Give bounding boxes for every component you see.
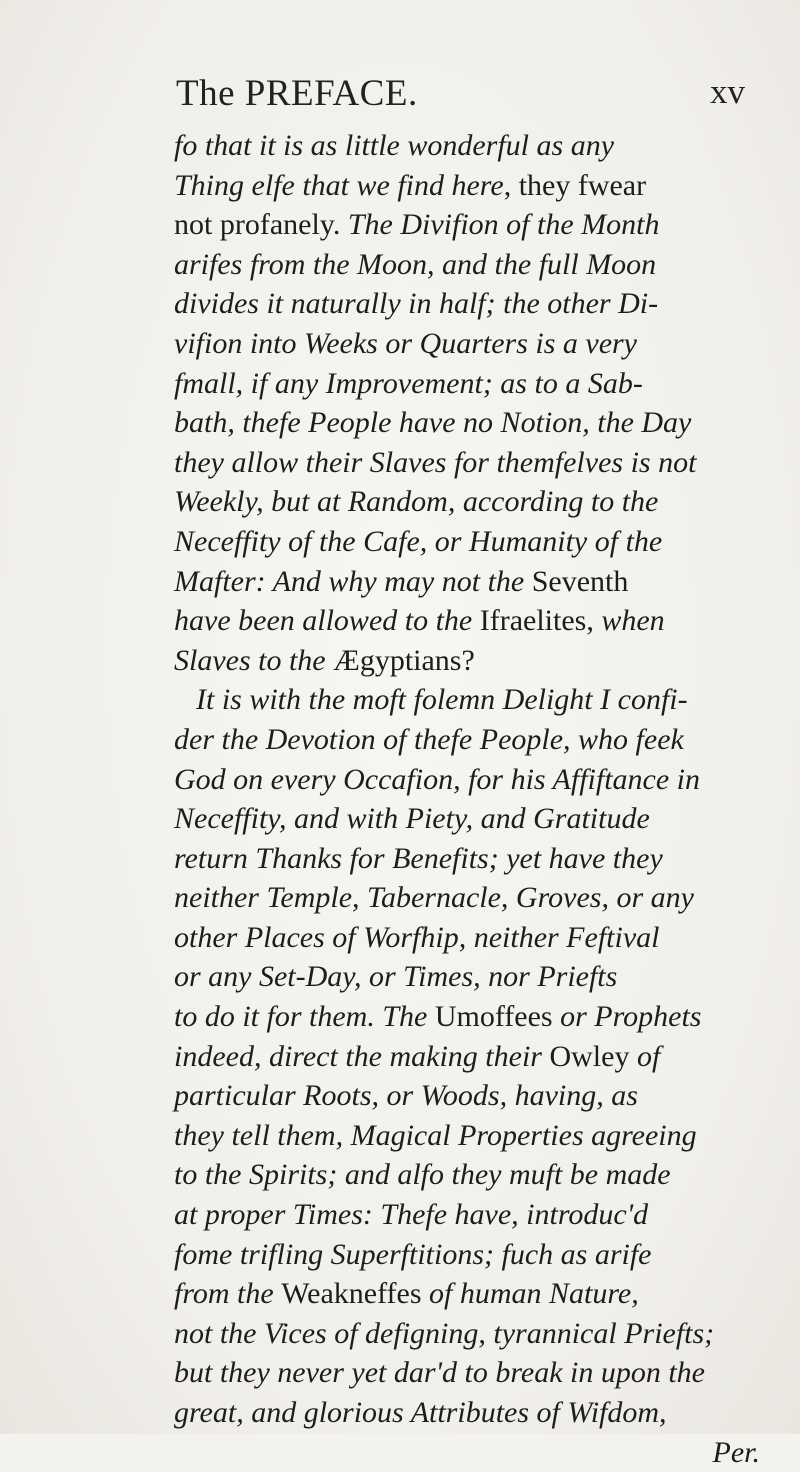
text-segment: fome trifling Superftitions; fuch as arife bbox=[174, 1237, 652, 1271]
text-segment: great, and glorious Attributes of Wifdom, bbox=[174, 1396, 667, 1429]
text-segment: fo that it is as little wonderful as any bbox=[174, 129, 615, 162]
text-line bbox=[174, 1433, 774, 1472]
text-segment: of bbox=[629, 1039, 661, 1073]
text-segment: bath, thefe People have no Notion, the Day bbox=[174, 406, 692, 440]
text-line bbox=[174, 839, 774, 879]
text-line bbox=[174, 1235, 774, 1275]
text-line bbox=[174, 641, 774, 681]
text-segment: divides it naturally in half; the other Di- bbox=[174, 287, 659, 321]
text-segment: Slaves to the bbox=[174, 643, 334, 677]
text-line bbox=[174, 482, 774, 522]
text-line bbox=[174, 562, 774, 602]
text-segment: neither Temple, Tabernacle, Groves, or any bbox=[174, 881, 694, 915]
text-line bbox=[174, 1195, 774, 1235]
text-line bbox=[174, 680, 774, 720]
text-segment: they tell them, Magical Properties agreeing bbox=[174, 1118, 697, 1152]
text-segment: of human Nature, bbox=[421, 1277, 639, 1311]
text-segment: they allow their Slaves for themfelves is not bbox=[174, 445, 697, 479]
page-number: xv bbox=[710, 72, 745, 111]
running-title: The PREFACE. bbox=[176, 73, 418, 114]
text-line bbox=[174, 1353, 774, 1393]
text-segment: or any Set-Day, or Times, nor Priefts bbox=[174, 960, 618, 994]
text-segment: Ægyptians? bbox=[333, 643, 475, 677]
text-segment: to the Spirits; and alfo they muft be made bbox=[174, 1158, 671, 1192]
text-segment: der the Devotion of thefe People, who feek bbox=[174, 722, 684, 756]
text-segment: vifion into Weeks or Quarters is a very bbox=[174, 326, 637, 360]
text-segment: Mafter: And why may not the bbox=[174, 564, 532, 598]
text-line bbox=[174, 443, 774, 483]
text-line bbox=[174, 878, 774, 918]
text-line bbox=[174, 126, 774, 166]
text-line bbox=[174, 522, 774, 562]
text-segment: to do it for them. The bbox=[174, 1000, 435, 1034]
text-line bbox=[174, 1076, 774, 1116]
text-segment: Owley bbox=[549, 1039, 630, 1073]
text-line bbox=[174, 1393, 774, 1433]
text-segment: from the bbox=[174, 1277, 282, 1311]
text-segment: but they never yet dar'd to break in upon the bbox=[174, 1356, 705, 1390]
text-segment: have been allowed to the bbox=[174, 604, 480, 638]
text-segment: particular Roots, or Woods, having, as bbox=[174, 1079, 638, 1113]
text-line bbox=[174, 957, 774, 997]
text-line bbox=[174, 245, 774, 285]
text-line bbox=[174, 1037, 774, 1077]
text-line bbox=[174, 1314, 774, 1354]
text-segment: at proper Times: Thefe have, introduc'd bbox=[174, 1198, 649, 1232]
text-line bbox=[174, 720, 774, 760]
text-segment: , they fwear bbox=[503, 168, 647, 202]
text-segment: Weekly, but at Random, according to the bbox=[174, 485, 659, 519]
running-header bbox=[176, 72, 796, 118]
text-line bbox=[174, 601, 774, 641]
text-segment: or Prophets bbox=[552, 1000, 702, 1034]
text-line bbox=[174, 918, 774, 958]
text-segment: Neceffity of the Cafe, or Humanity of the bbox=[174, 524, 663, 558]
text-line bbox=[174, 403, 774, 443]
text-segment: God on every Occafion, for his Affiftance in bbox=[174, 762, 701, 796]
text-segment: Thing elfe that we find here bbox=[174, 168, 504, 202]
text-segment: The Divifion of the Month bbox=[347, 208, 660, 242]
text-segment: return Thanks for Benefits; yet have they bbox=[174, 841, 663, 875]
text-segment: indeed, direct the making their bbox=[174, 1039, 550, 1073]
text-segment: Umoffees bbox=[434, 1000, 553, 1034]
text-segment: fmall, if any Improvement; as to a Sab- bbox=[174, 366, 643, 400]
text-segment: Seventh bbox=[531, 564, 629, 598]
text-line bbox=[174, 284, 774, 324]
text-segment: when bbox=[601, 604, 665, 638]
text-line bbox=[174, 324, 774, 364]
text-segment: other Places of Worfhip, neither Feftival bbox=[174, 920, 660, 954]
text-segment: Weakneffes bbox=[281, 1277, 422, 1311]
text-line bbox=[174, 1116, 774, 1156]
text-line bbox=[174, 1155, 774, 1195]
text-segment: arifes from the Moon, and the full Moon bbox=[174, 247, 657, 281]
text-line bbox=[174, 364, 774, 404]
text-segment: Neceffity, and with Piety, and Gratitude bbox=[174, 802, 650, 836]
text-line bbox=[174, 1274, 774, 1314]
text-segment: Ifraelites, bbox=[479, 604, 602, 638]
text-segment: It is with the moft folemn Delight I confi- bbox=[196, 683, 688, 717]
catchword: Per. bbox=[712, 1435, 760, 1469]
text-line bbox=[174, 166, 774, 206]
text-line bbox=[174, 760, 774, 800]
text-line bbox=[174, 799, 774, 839]
text-line bbox=[174, 997, 774, 1037]
body-text bbox=[174, 126, 774, 1472]
text-segment: not the Vices of defigning, tyrannical Priefts; bbox=[174, 1316, 715, 1350]
text-line bbox=[174, 205, 774, 245]
text-segment: not profanely. bbox=[174, 208, 348, 242]
